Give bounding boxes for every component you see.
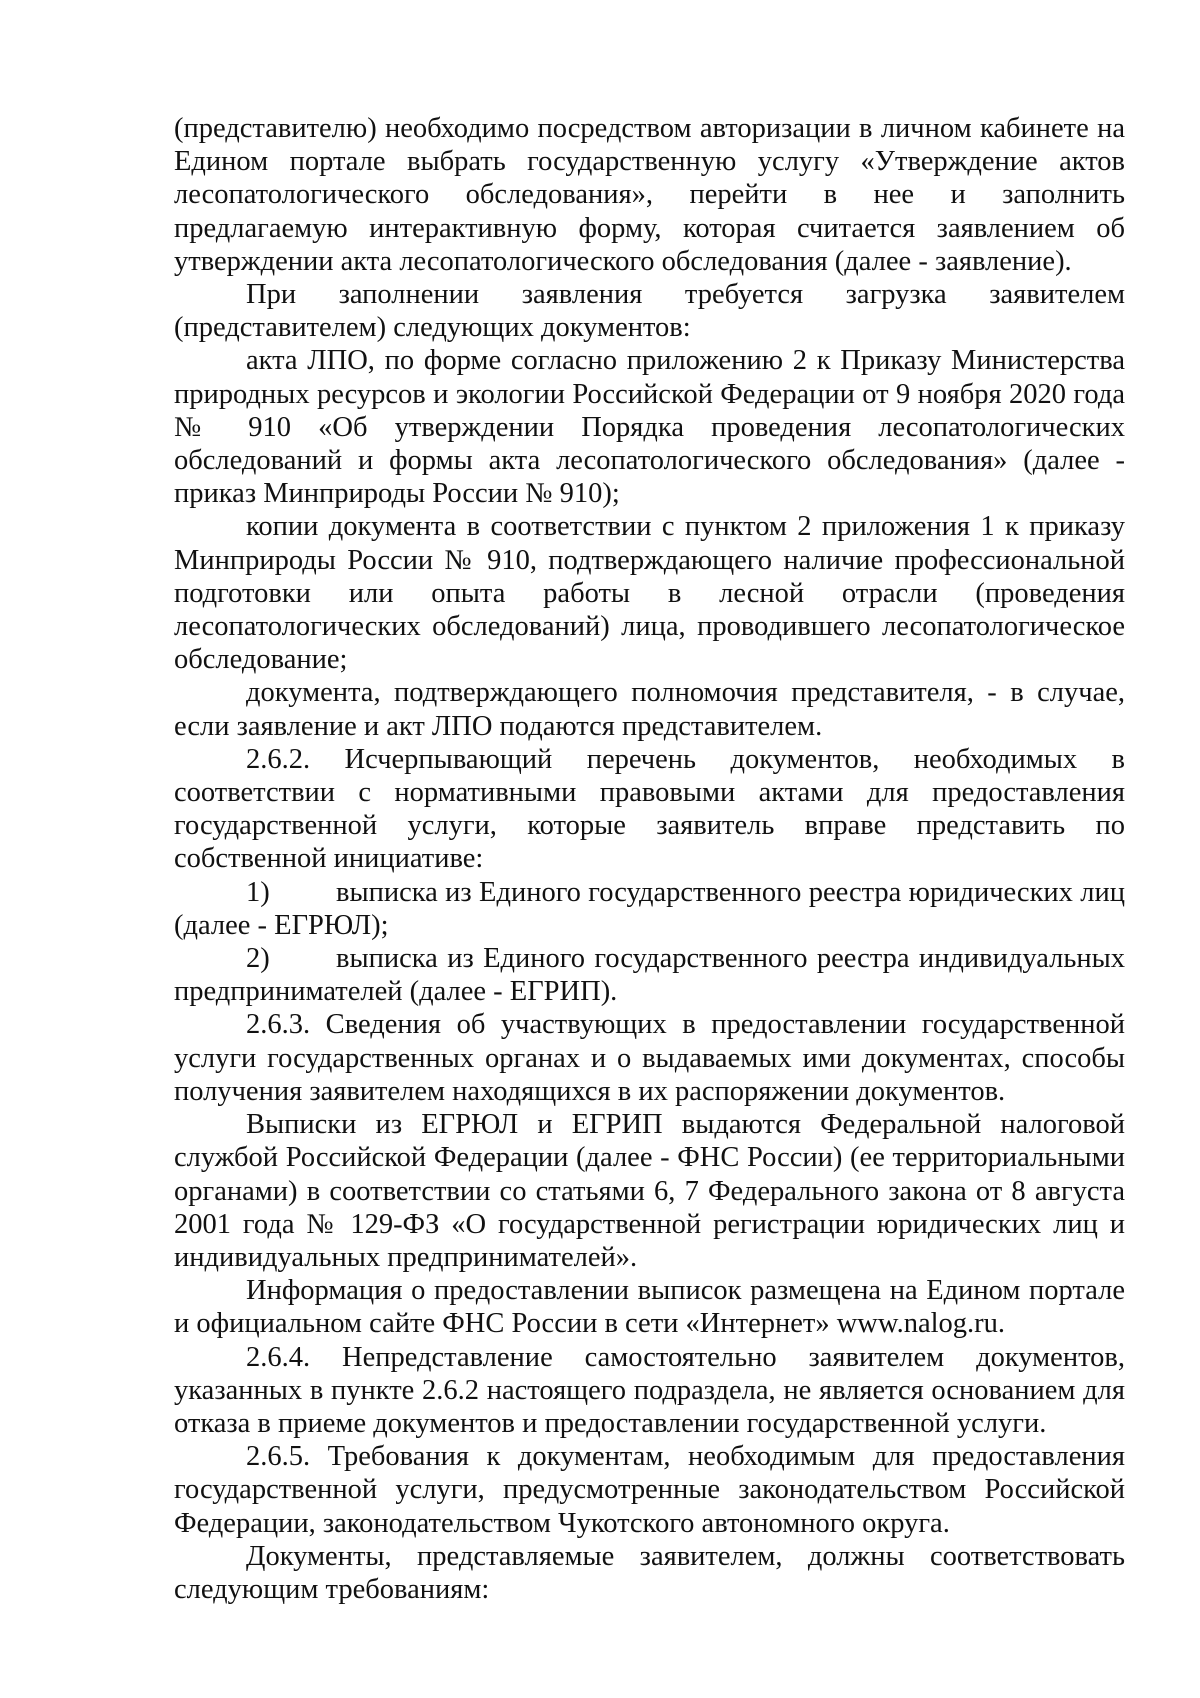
paragraph-document-requirements: Документы, представляемые заявителем, должны соответствовать следующим требованиям: — [174, 1540, 1125, 1605]
list-item-egrip — [174, 942, 1125, 1008]
paragraph-extracts-fns: Выписки из ЕГРЮЛ и ЕГРИП выдаются Федеральной налоговой службой Российской Федерации (далее - ФНС России) (ее территориальными органами) в соответствии со статьями 6, 7 Федерального закона от 8 августа 2001 года № 129-ФЗ «О государственной регистрации юридических лиц и индивидуальных предпринимателей». — [174, 1109, 1125, 1273]
paragraph-2-6-5: 2.6.5. Требования к документам, необходимым для предоставления государственной услуги, предусмотренные законодательством Российской Федерации, законодательством Чукотского автономного округа. — [174, 1441, 1125, 1539]
list-item-number: 2) — [246, 943, 270, 975]
list-item-text: выписка из Единого государственного реестра индивидуальных предпринимателей (далее - ЕГРИП). — [174, 943, 1125, 1008]
paragraph-2-6-4: 2.6.4. Непредставление самостоятельно заявителем документов, указанных в пункте 2.6.2 настоящего подраздела, не является основанием для отказа в приеме документов и предоставлении государственной услуги. — [174, 1341, 1125, 1439]
paragraph-intro: (представителю) необходимо посредством авторизации в личном кабинете на Едином портале выбрать государственную услугу «Утверждение актов лесопатологического обследования», перейти в нее и заполнить предлагаемую интерактивную форму, которая считается заявлением об утверждении акта лесопатологического обследования (далее - заявление). — [174, 113, 1125, 277]
paragraph-act-lpo: акта ЛПО, по форме согласно приложению 2 к Приказу Министерства природных ресурсов и экологии Российской Федерации от 9 ноября 2020 года № 910 «Об утверждении Порядка проведения лесопатологических обследований и формы акта лесопатологического обследования» (далее - приказ Минприроды России № 910); — [174, 345, 1125, 510]
paragraph-document-copies: копии документа в соответствии с пунктом 2 приложения 1 к приказу Минприроды России № 910, подтверждающего наличие профессиональной подготовки или опыта работы в лесной отрасли (проведения лесопатологических обследований) лица, проводившего лесопатологическое обследование; — [174, 511, 1125, 676]
paragraph-representative-authority: документа, подтверждающего полномочия представителя, - в случае, если заявление и акт ЛПО подаются представителем. — [174, 677, 1125, 742]
paragraph-upload-requirement: При заполнении заявления требуется загрузка заявителем (представителем) следующих документов: — [174, 279, 1125, 344]
paragraph-2-6-2: 2.6.2. Исчерпывающий перечень документов, необходимых в соответствии с нормативными правовыми актами для предоставления государственной услуги, которые заявитель вправе представить по собственной инициативе: — [174, 743, 1125, 875]
list-item-text: выписка из Единого государственного реестра юридических лиц (далее - ЕГРЮЛ); — [174, 876, 1125, 941]
paragraph-extracts-info: Информация о предоставлении выписок размещена на Едином портале и официальном сайте ФНС России в сети «Интернет» www.nalog.ru. — [174, 1275, 1125, 1340]
list-item-egrul — [174, 876, 1125, 942]
document-page — [174, 112, 1125, 1606]
list-item-number: 1) — [246, 876, 270, 908]
paragraph-2-6-3: 2.6.3. Сведения об участвующих в предоставлении государственной услуги государственных органах и о выдаваемых ими документах, способы получения заявителем находящихся в их распоряжении документов. — [174, 1009, 1125, 1107]
